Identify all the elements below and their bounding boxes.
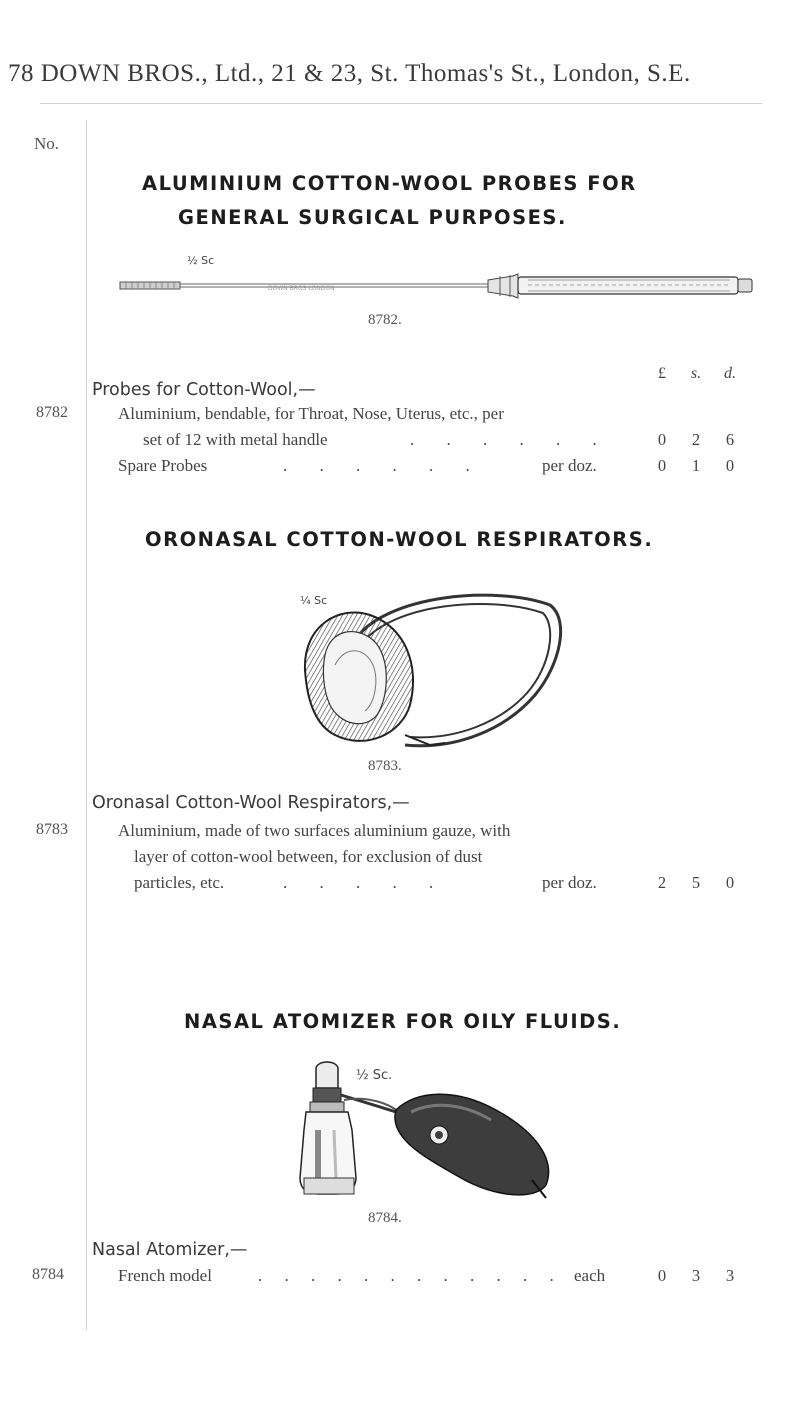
unit-label: each xyxy=(574,1266,606,1285)
item-number: 8784 xyxy=(32,1266,64,1283)
price-shillings: 2 xyxy=(691,430,701,449)
item-description-line: particles, etc. xyxy=(134,873,225,892)
figure-caption: 8784. xyxy=(368,1210,402,1226)
section-heading-probes-line2: GENERAL SURGICAL PURPOSES. xyxy=(178,206,567,229)
leader-dots: . . . . . . xyxy=(283,456,484,475)
price-pounds: 0 xyxy=(657,430,667,449)
price-pence: 6 xyxy=(725,430,735,449)
item-description-line: set of 12 with metal handle xyxy=(143,430,328,449)
unit-label: per doz. xyxy=(542,456,597,475)
price-shillings: 5 xyxy=(691,873,701,892)
header-rule xyxy=(40,103,762,104)
price-shillings: 3 xyxy=(691,1266,701,1285)
running-head: 78 DOWN BROS., Ltd., 21 & 23, St. Thomas's St., London, S.E. xyxy=(8,60,691,87)
shillings-label: s. xyxy=(690,365,702,382)
item-number: 8782 xyxy=(36,404,68,421)
price-pence: 0 xyxy=(725,456,735,475)
item-description-line: Aluminium, made of two surfaces aluminium gauze, with xyxy=(118,821,511,840)
number-column-label: No. xyxy=(34,134,60,153)
column-rule xyxy=(86,120,87,1330)
price xyxy=(645,1266,765,1286)
item-number: 8783 xyxy=(36,821,68,838)
item-title: Probes for Cotton-Wool,— xyxy=(92,380,316,400)
figure-caption: 8783. xyxy=(368,758,402,774)
currency-header xyxy=(645,365,765,383)
item-description-line: Aluminium, bendable, for Throat, Nose, Uterus, etc., per xyxy=(118,404,504,423)
price xyxy=(645,873,765,893)
leader-dots: . . . . . . . . . . . . xyxy=(258,1266,563,1285)
price xyxy=(645,430,765,450)
unit-label: per doz. xyxy=(542,873,597,892)
item-description-line: layer of cotton-wool between, for exclusion of dust xyxy=(134,847,483,866)
leader-dots: . . . . . xyxy=(283,873,448,892)
item-title: Oronasal Cotton-Wool Respirators,— xyxy=(92,793,410,813)
pence-label: d. xyxy=(724,365,736,382)
price xyxy=(645,456,765,476)
svg-text:DOWN BROS LONDON: DOWN BROS LONDON xyxy=(268,285,335,292)
scale-label: ¼ Sc xyxy=(300,594,328,607)
figure-caption: 8782. xyxy=(368,312,402,328)
price-shillings: 1 xyxy=(691,456,701,475)
item-description-line: French model xyxy=(118,1266,212,1285)
section-heading-atomizer: NASAL ATOMIZER FOR OILY FLUIDS. xyxy=(184,1010,622,1033)
scale-label: ½ Sc. xyxy=(356,1068,393,1083)
probe-illustration xyxy=(118,268,758,304)
price-pounds: 0 xyxy=(657,1266,667,1285)
price-pounds: 2 xyxy=(657,873,667,892)
leader-dots: . . . . . . xyxy=(410,430,611,449)
spare-probes-label: Spare Probes xyxy=(118,456,208,475)
atomizer-illustration xyxy=(296,1060,576,1200)
scale-label: ½ Sc xyxy=(187,254,215,267)
pounds-label: £ xyxy=(658,365,666,382)
section-heading-probes-line1: ALUMINIUM COTTON-WOOL PROBES FOR xyxy=(142,172,637,195)
price-pence: 3 xyxy=(725,1266,735,1285)
item-title: Nasal Atomizer,— xyxy=(92,1240,248,1260)
price-pence: 0 xyxy=(725,873,735,892)
price-pounds: 0 xyxy=(657,456,667,475)
respirator-illustration xyxy=(295,585,575,760)
section-heading-respirators: ORONASAL COTTON-WOOL RESPIRATORS. xyxy=(145,528,654,551)
